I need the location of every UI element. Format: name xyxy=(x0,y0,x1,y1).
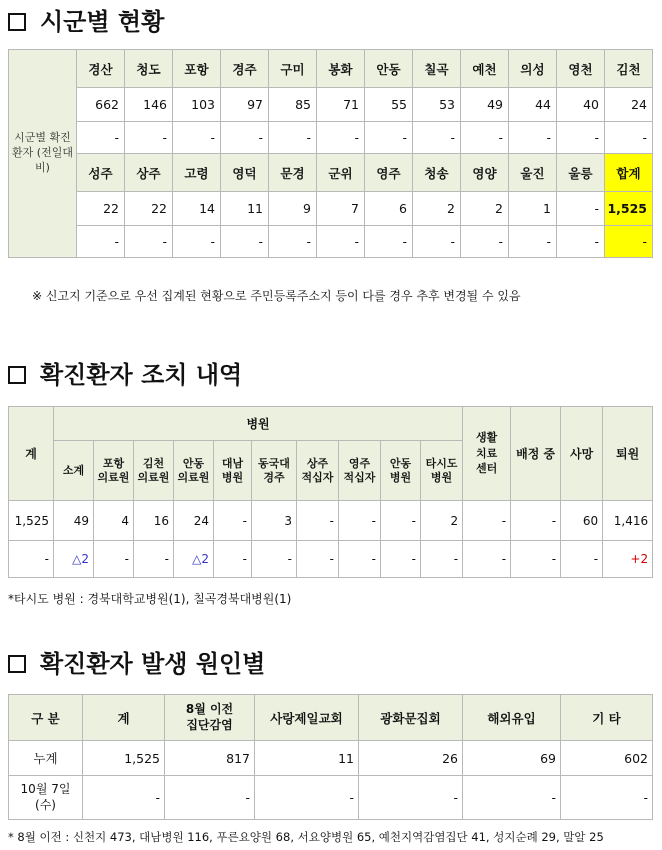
measure-value-cell: 16 xyxy=(134,501,174,541)
section-title-infection-cause xyxy=(8,644,265,679)
city-name-cell: 칠곡 xyxy=(413,50,461,88)
hospital-label-line1: 포항 xyxy=(102,456,125,470)
cause-value-cell: - xyxy=(359,776,463,820)
measure-value-cell: 60 xyxy=(561,501,603,541)
city-total-cell: 85 xyxy=(269,88,317,122)
header-death: 사망 xyxy=(561,407,603,501)
header-hospital-item xyxy=(421,441,463,501)
table-row xyxy=(9,50,653,88)
city-total-cell: 6 xyxy=(365,192,413,226)
measure-value-cell: - xyxy=(381,501,421,541)
hospital-label-line1: 김천 xyxy=(142,456,165,470)
measure-delta-cell: - xyxy=(381,541,421,578)
side-label xyxy=(9,50,77,258)
measure-delta-cell: - xyxy=(561,541,603,578)
header-discharge: 퇴원 xyxy=(603,407,653,501)
hospital-label-line1: 영주 xyxy=(348,456,371,470)
city-delta-cell: - xyxy=(221,122,269,154)
measure-delta-cell: - xyxy=(94,541,134,578)
city-total-cell: 49 xyxy=(461,88,509,122)
checkbox-square-icon xyxy=(8,13,26,31)
city-delta-cell: - xyxy=(173,226,221,258)
city-name-cell: 고령 xyxy=(173,154,221,192)
city-total-cell: 24 xyxy=(605,88,653,122)
header-cell: 사랑제일교회 xyxy=(255,695,359,741)
measure-delta-cell: - xyxy=(214,541,252,578)
hospital-label-line2: 경주 xyxy=(263,470,285,484)
city-name-cell: 경산 xyxy=(77,50,125,88)
table-row xyxy=(9,154,653,192)
table-row xyxy=(9,407,653,441)
header-hospital-item xyxy=(174,441,214,501)
city-name-cell: 영덕 xyxy=(221,154,269,192)
cause-value-cell: 11 xyxy=(255,741,359,776)
measure-delta-cell: - xyxy=(9,541,54,578)
city-delta-cell: - xyxy=(173,122,221,154)
header-hospital-item xyxy=(134,441,174,501)
checkbox-square-icon xyxy=(8,366,26,384)
hospital-label-line2: 병원 xyxy=(389,470,412,484)
hospital-label-line2: 적십자 xyxy=(301,470,334,484)
city-total-cell: 1,525 xyxy=(605,192,653,226)
header-cell: 광화문집회 xyxy=(359,695,463,741)
city-delta-cell: - xyxy=(269,122,317,154)
city-delta-cell: - xyxy=(269,226,317,258)
patient-measures-table xyxy=(8,406,653,578)
cause-value-cell: - xyxy=(561,776,653,820)
header-line1: 8월 이전 xyxy=(185,701,234,716)
table1-footnote: ※ 신고지 기준으로 우선 집계된 현황으로 주민등록주소지 등이 다를 경우 추후 변경될 수 있음 xyxy=(32,289,521,303)
city-delta-cell: - xyxy=(77,226,125,258)
city-delta-cell: - xyxy=(317,122,365,154)
cause-value-cell: - xyxy=(255,776,359,820)
city-name-cell: 군위 xyxy=(317,154,365,192)
measure-delta-cell: - xyxy=(297,541,339,578)
city-total-cell: 55 xyxy=(365,88,413,122)
section-title-city-status xyxy=(8,2,164,37)
table-row xyxy=(9,741,653,776)
measure-value-cell: - xyxy=(297,501,339,541)
hospital-label-line2: 의료원 xyxy=(97,470,130,484)
measure-value-cell: 1,525 xyxy=(9,501,54,541)
date-line2: (수) xyxy=(35,797,56,812)
measure-value-cell: 4 xyxy=(94,501,134,541)
city-total-cell: 40 xyxy=(557,88,605,122)
city-delta-cell: - xyxy=(221,226,269,258)
city-delta-cell: - xyxy=(461,226,509,258)
header-cell: 계 xyxy=(83,695,165,741)
row-label-date xyxy=(9,776,83,820)
cause-value-cell: 817 xyxy=(165,741,255,776)
city-total-cell: 2 xyxy=(413,192,461,226)
header-hospital-item xyxy=(214,441,252,501)
table-row xyxy=(9,122,653,154)
header-hospital-item xyxy=(297,441,339,501)
city-total-cell: 9 xyxy=(269,192,317,226)
city-total-cell: 97 xyxy=(221,88,269,122)
hospital-label-line1: 안동 xyxy=(389,456,412,470)
section-title-patient-measures xyxy=(8,355,242,390)
measure-value-cell: 24 xyxy=(174,501,214,541)
table-row xyxy=(9,88,653,122)
city-delta-cell: - xyxy=(461,122,509,154)
city-total-cell: 22 xyxy=(125,192,173,226)
measure-delta-cell: - xyxy=(252,541,297,578)
checkbox-square-icon xyxy=(8,655,26,673)
header-assigning: 배정 중 xyxy=(511,407,561,501)
hospital-label-line1: 동국대 xyxy=(258,456,290,470)
section-title-text: 확진환자 조치 내역 xyxy=(40,361,243,389)
header-life-center xyxy=(463,407,511,501)
table3-footnote: * 8월 이전 : 신천지 473, 대남병원 116, 푸른요양원 68, 서요양병원 65, 예천지역감염집단 41, 성지순례 29, 말알 25 xyxy=(8,830,604,844)
header-cell: 기 타 xyxy=(561,695,653,741)
city-name-cell: 울릉 xyxy=(557,154,605,192)
city-name-cell: 영주 xyxy=(365,154,413,192)
hospital-label-line2: 적십자 xyxy=(343,470,376,484)
city-delta-cell: - xyxy=(125,226,173,258)
hospital-label-line2: 의료원 xyxy=(137,470,170,484)
measure-delta-cell: +2 xyxy=(603,541,653,578)
city-delta-cell: - xyxy=(413,226,461,258)
row-label-cumulative: 누계 xyxy=(9,741,83,776)
city-delta-cell: - xyxy=(365,226,413,258)
city-total-cell: 2 xyxy=(461,192,509,226)
city-name-cell: 구미 xyxy=(269,50,317,88)
measure-delta-cell: △2 xyxy=(54,541,94,578)
city-name-cell: 김천 xyxy=(605,50,653,88)
section-title-text: 시군별 현황 xyxy=(40,8,165,36)
city-name-cell: 경주 xyxy=(221,50,269,88)
city-delta-cell: - xyxy=(413,122,461,154)
measure-delta-cell: - xyxy=(134,541,174,578)
measure-value-cell: - xyxy=(339,501,381,541)
cause-value-cell: 602 xyxy=(561,741,653,776)
measure-value-cell: - xyxy=(463,501,511,541)
city-name-cell: 봉화 xyxy=(317,50,365,88)
city-total-cell: 662 xyxy=(77,88,125,122)
city-delta-cell: - xyxy=(557,122,605,154)
city-total-cell: 103 xyxy=(173,88,221,122)
cause-value-cell: 26 xyxy=(359,741,463,776)
header-aug-cluster xyxy=(165,695,255,741)
hospital-label-line2: 의료원 xyxy=(177,470,210,484)
city-name-cell: 합계 xyxy=(605,154,653,192)
city-delta-cell: - xyxy=(125,122,173,154)
header-life-center-line: 센터 xyxy=(475,462,498,476)
city-name-cell: 의성 xyxy=(509,50,557,88)
city-status-table xyxy=(8,49,653,258)
city-name-cell: 안동 xyxy=(365,50,413,88)
side-label-text: 시군별 확진환자 (전일대비) xyxy=(12,131,73,174)
city-name-cell: 예천 xyxy=(461,50,509,88)
hospital-label-line2: 병원 xyxy=(221,470,244,484)
cause-value-cell: 69 xyxy=(463,741,561,776)
measure-delta-cell: - xyxy=(421,541,463,578)
measure-value-cell: 3 xyxy=(252,501,297,541)
city-total-cell: 146 xyxy=(125,88,173,122)
measure-value-cell: 1,416 xyxy=(603,501,653,541)
measure-value-cell: 49 xyxy=(54,501,94,541)
city-total-cell: 71 xyxy=(317,88,365,122)
measure-value-cell: - xyxy=(214,501,252,541)
city-delta-cell: - xyxy=(77,122,125,154)
city-delta-cell: - xyxy=(509,226,557,258)
header-cell: 구 분 xyxy=(9,695,83,741)
header-line2: 집단감염 xyxy=(186,717,233,732)
header-hospital-item xyxy=(339,441,381,501)
city-name-cell: 성주 xyxy=(77,154,125,192)
header-cell: 해외유입 xyxy=(463,695,561,741)
cause-value-cell: - xyxy=(83,776,165,820)
header-hospital-item xyxy=(54,441,94,501)
hospital-label-line1: 대남 xyxy=(221,456,244,470)
infection-cause-table xyxy=(8,694,653,820)
hospital-label-line1: 상주 xyxy=(306,456,329,470)
cause-value-cell: 1,525 xyxy=(83,741,165,776)
city-total-cell: - xyxy=(557,192,605,226)
table-row xyxy=(9,541,653,578)
measure-value-cell: 2 xyxy=(421,501,463,541)
city-name-cell: 상주 xyxy=(125,154,173,192)
city-name-cell: 청도 xyxy=(125,50,173,88)
hospital-label-line1: 소계 xyxy=(62,463,85,477)
hospital-label-line1: 안동 xyxy=(182,456,205,470)
city-name-cell: 포항 xyxy=(173,50,221,88)
city-delta-cell: - xyxy=(557,226,605,258)
city-name-cell: 영양 xyxy=(461,154,509,192)
section-title-text: 확진환자 발생 원인별 xyxy=(40,650,266,678)
measure-delta-cell: - xyxy=(339,541,381,578)
city-total-cell: 11 xyxy=(221,192,269,226)
header-hospital-item xyxy=(381,441,421,501)
header-total: 계 xyxy=(9,407,54,501)
city-name-cell: 문경 xyxy=(269,154,317,192)
city-delta-cell: - xyxy=(317,226,365,258)
table-row xyxy=(9,192,653,226)
header-hospital-item xyxy=(252,441,297,501)
city-total-cell: 14 xyxy=(173,192,221,226)
header-life-center-line: 치료 xyxy=(475,446,498,460)
cause-value-cell: - xyxy=(463,776,561,820)
table2-footnote: *타시도 병원 : 경북대학교병원(1), 칠곡경북대병원(1) xyxy=(8,592,292,606)
city-delta-cell: - xyxy=(509,122,557,154)
city-total-cell: 1 xyxy=(509,192,557,226)
header-hospital-item xyxy=(94,441,134,501)
city-delta-cell: - xyxy=(605,226,653,258)
city-name-cell: 영천 xyxy=(557,50,605,88)
measure-value-cell: - xyxy=(511,501,561,541)
city-total-cell: 44 xyxy=(509,88,557,122)
city-delta-cell: - xyxy=(365,122,413,154)
measure-delta-cell: - xyxy=(511,541,561,578)
city-name-cell: 청송 xyxy=(413,154,461,192)
measure-delta-cell: △2 xyxy=(174,541,214,578)
city-delta-cell: - xyxy=(605,122,653,154)
city-name-cell: 울진 xyxy=(509,154,557,192)
date-line1: 10월 7일 xyxy=(20,781,71,796)
table-row xyxy=(9,226,653,258)
city-total-cell: 53 xyxy=(413,88,461,122)
table-row xyxy=(9,695,653,741)
header-hospital: 병원 xyxy=(54,407,463,441)
table-row xyxy=(9,776,653,820)
cause-value-cell: - xyxy=(165,776,255,820)
table-row xyxy=(9,501,653,541)
city-total-cell: 22 xyxy=(77,192,125,226)
hospital-label-line1: 타시도 xyxy=(425,456,458,470)
measure-delta-cell: - xyxy=(463,541,511,578)
city-total-cell: 7 xyxy=(317,192,365,226)
header-life-center-line: 생활 xyxy=(475,431,498,445)
hospital-label-line2: 병원 xyxy=(430,470,453,484)
